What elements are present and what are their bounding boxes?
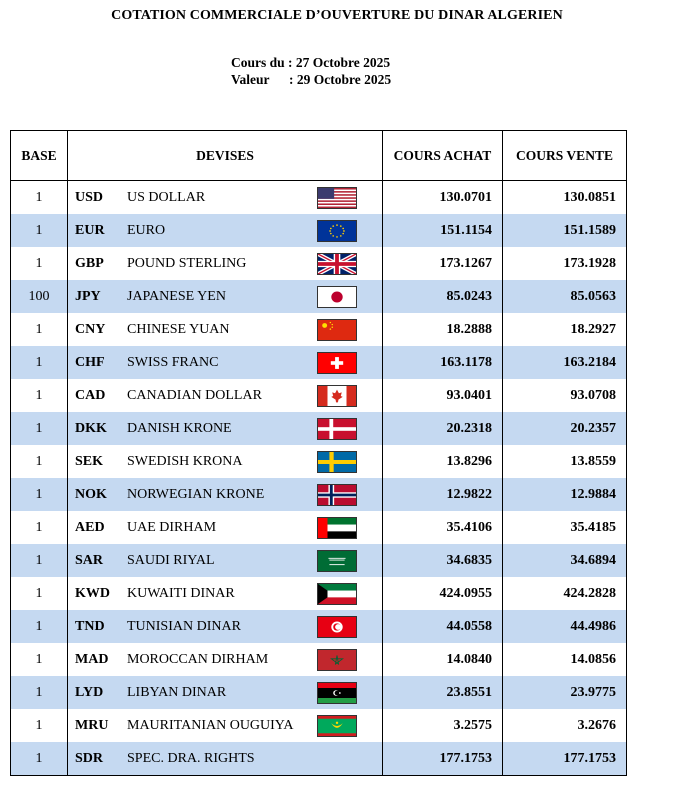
sell-rate: 163.2184 [503,346,627,379]
base-cell: 1 [11,214,68,247]
currency-code: JPY [75,288,101,304]
header-vente: COURS VENTE [503,131,627,181]
table-row [11,544,627,577]
sell-rate: 44.4986 [503,610,627,643]
canada-flag-icon [317,385,357,407]
uk-flag-icon [317,253,357,275]
buy-rate: 93.0401 [383,379,503,412]
base-cell: 1 [11,445,68,478]
table-row [11,412,627,445]
sweden-flag-icon [317,451,357,473]
buy-rate: 13.8296 [383,445,503,478]
currency-cell [68,247,383,280]
buy-rate: 85.0243 [383,280,503,313]
rates-table [10,130,627,776]
sell-rate: 13.8559 [503,445,627,478]
saudi-flag-icon [317,550,357,572]
currency-cell [68,313,383,346]
currency-cell [68,610,383,643]
buy-rate: 3.2575 [383,709,503,742]
sell-rate: 93.0708 [503,379,627,412]
currency-code: CNY [75,321,106,337]
currency-cell [68,214,383,247]
currency-name: TUNISIAN DINAR [127,618,241,634]
swiss-flag-icon [317,352,357,374]
base-cell: 1 [11,478,68,511]
currency-code: SEK [75,453,104,469]
currency-cell [68,445,383,478]
currency-code: CHF [75,354,105,370]
sell-rate: 18.2927 [503,313,627,346]
valeur-date: : 29 Octobre 2025 [289,72,392,87]
currency-code: EUR [75,222,105,238]
sell-rate: 177.1753 [503,742,627,776]
sell-rate: 23.9775 [503,676,627,709]
sell-rate: 34.6894 [503,544,627,577]
buy-rate: 35.4106 [383,511,503,544]
morocco-flag-icon [317,649,357,671]
page-title: COTATION COMMERCIALE D’OUVERTURE DU DINAR ALGERIEN [111,8,563,23]
header-devises: DEVISES [68,131,383,181]
sell-rate: 3.2676 [503,709,627,742]
table-row [11,445,627,478]
valeur-date-row [231,72,391,89]
table-row [11,280,627,313]
currency-name: CHINESE YUAN [127,321,230,337]
currency-name: SWISS FRANC [127,354,219,370]
table-header-row [11,131,627,181]
currency-code: LYD [75,684,104,700]
base-cell: 1 [11,247,68,280]
currency-cell [68,478,383,511]
currency-code: MAD [75,651,109,667]
buy-rate: 424.0955 [383,577,503,610]
table-row [11,478,627,511]
kuwait-flag-icon [317,583,357,605]
table-row [11,676,627,709]
sell-rate: 20.2357 [503,412,627,445]
currency-name: KUWAITI DINAR [127,585,235,601]
currency-cell [68,181,383,215]
currency-cell [68,280,383,313]
buy-rate: 23.8551 [383,676,503,709]
currency-name: EURO [127,222,166,238]
table-row [11,346,627,379]
currency-cell [68,511,383,544]
buy-rate: 14.0840 [383,643,503,676]
currency-code: TND [75,618,105,634]
currency-cell [68,544,383,577]
currency-cell [68,643,383,676]
currency-code: SDR [75,750,104,766]
table-row [11,577,627,610]
table-row [11,610,627,643]
currency-code: KWD [75,585,110,601]
currency-cell [68,577,383,610]
table-row [11,643,627,676]
sell-rate: 14.0856 [503,643,627,676]
base-cell: 1 [11,544,68,577]
buy-rate: 20.2318 [383,412,503,445]
date-block [231,55,391,89]
base-cell: 1 [11,181,68,215]
header-base: BASE [11,131,68,181]
base-cell: 1 [11,313,68,346]
buy-rate: 130.0701 [383,181,503,215]
sell-rate: 12.9884 [503,478,627,511]
currency-code: USD [75,189,104,205]
currency-name: SAUDI RIYAL [127,552,215,568]
table-body [11,181,627,776]
table-row [11,511,627,544]
buy-rate: 18.2888 [383,313,503,346]
base-cell: 1 [11,511,68,544]
currency-name: MOROCCAN DIRHAM [127,651,269,667]
currency-cell [68,346,383,379]
cours-label: Cours du : [231,55,293,70]
sell-rate: 173.1928 [503,247,627,280]
base-cell: 1 [11,676,68,709]
table-row [11,181,627,215]
currency-code: CAD [75,387,106,403]
sell-rate: 85.0563 [503,280,627,313]
sell-rate: 130.0851 [503,181,627,215]
sell-rate: 424.2828 [503,577,627,610]
base-cell: 1 [11,379,68,412]
currency-cell [68,412,383,445]
tunisia-flag-icon [317,616,357,638]
base-cell: 1 [11,346,68,379]
currency-name: US DOLLAR [127,189,206,205]
header-achat: COURS ACHAT [383,131,503,181]
china-flag-icon [317,319,357,341]
cours-date: 27 Octobre 2025 [295,55,391,70]
table-row [11,742,627,776]
valeur-label: Valeur [231,72,270,87]
currency-name: JAPANESE YEN [127,288,226,304]
currency-name: SWEDISH KRONA [127,453,243,469]
buy-rate: 12.9822 [383,478,503,511]
currency-name: MAURITANIAN OUGUIYA [127,717,294,733]
table-row [11,379,627,412]
cours-date-row [231,55,391,72]
table-row [11,709,627,742]
eu-flag-icon [317,220,357,242]
currency-name: LIBYAN DINAR [127,684,227,700]
libya-flag-icon [317,682,357,704]
mauritania-flag-icon [317,715,357,737]
currency-cell [68,742,383,776]
buy-rate: 173.1267 [383,247,503,280]
currency-code: NOK [75,486,107,502]
buy-rate: 44.0558 [383,610,503,643]
table-row [11,214,627,247]
currency-code: MRU [75,717,109,733]
currency-name: POUND STERLING [127,255,247,271]
currency-code: DKK [75,420,107,436]
currency-cell [68,709,383,742]
base-cell: 1 [11,643,68,676]
table-row [11,247,627,280]
currency-cell [68,676,383,709]
uae-flag-icon [317,517,357,539]
sell-rate: 151.1589 [503,214,627,247]
currency-name: SPEC. DRA. RIGHTS [127,750,255,766]
base-cell: 1 [11,610,68,643]
currency-name: DANISH KRONE [127,420,232,436]
buy-rate: 177.1753 [383,742,503,776]
currency-name: UAE DIRHAM [127,519,217,535]
base-cell: 1 [11,412,68,445]
currency-code: GBP [75,255,104,271]
base-cell: 1 [11,742,68,776]
buy-rate: 151.1154 [383,214,503,247]
currency-code: AED [75,519,105,535]
currency-name: NORWEGIAN KRONE [127,486,265,502]
norway-flag-icon [317,484,357,506]
currency-name: CANADIAN DOLLAR [127,387,262,403]
us-flag-icon [317,187,357,209]
sell-rate: 35.4185 [503,511,627,544]
japan-flag-icon [317,286,357,308]
buy-rate: 34.6835 [383,544,503,577]
base-cell: 100 [11,280,68,313]
denmark-flag-icon [317,418,357,440]
table-row [11,313,627,346]
base-cell: 1 [11,577,68,610]
currency-cell [68,379,383,412]
base-cell: 1 [11,709,68,742]
currency-code: SAR [75,552,104,568]
buy-rate: 163.1178 [383,346,503,379]
